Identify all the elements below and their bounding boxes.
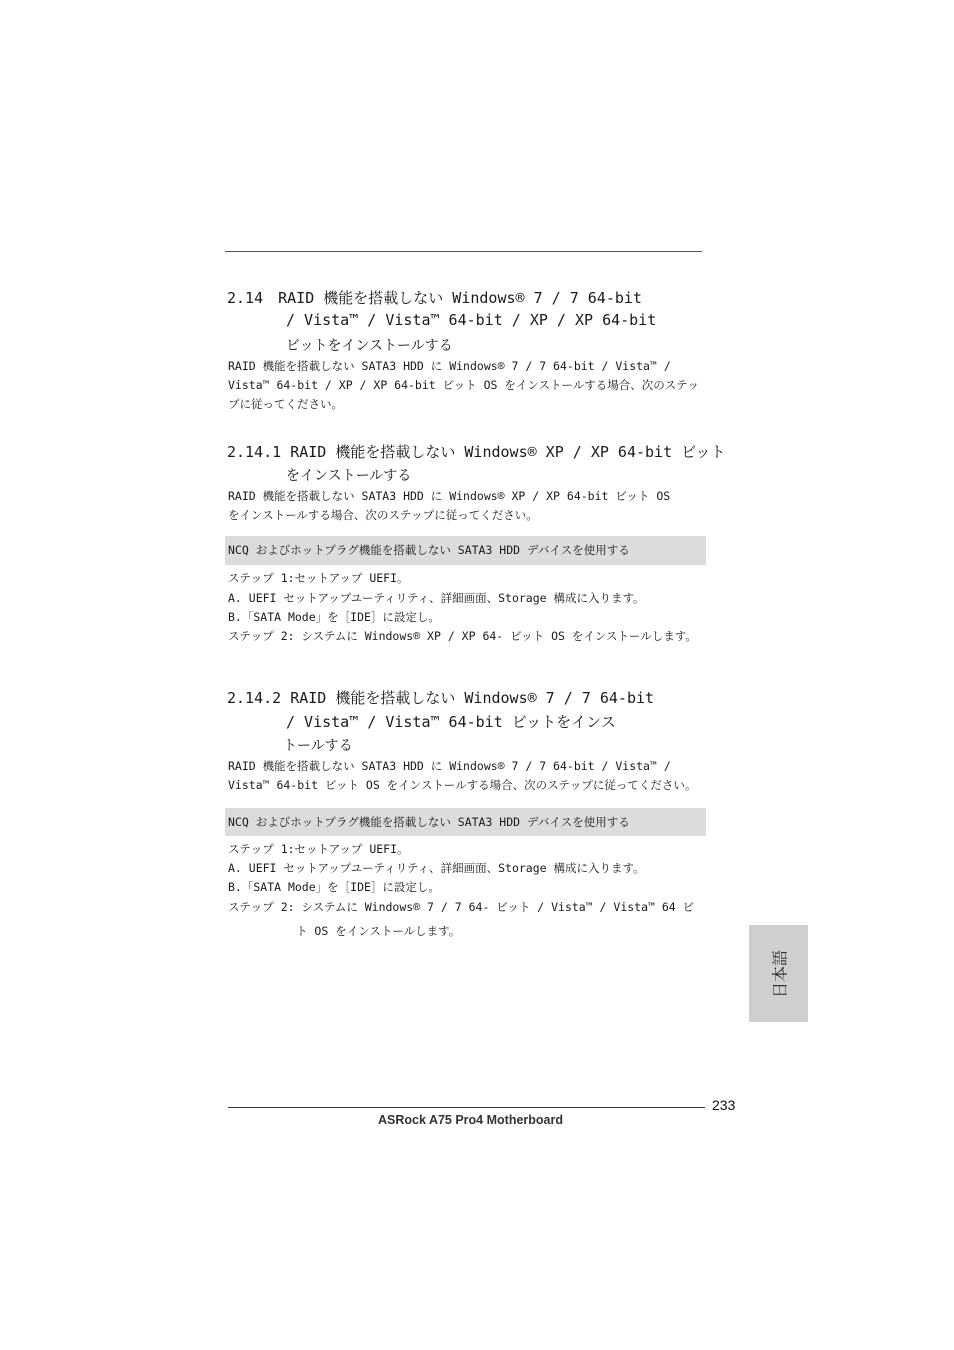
section-2-14-2-step-a: A. UEFI セットアップユーティリティ、詳細画面、Storage 構成に入ります。 [228,861,645,875]
section-2-14-2-step-b: B.「SATA Mode」を［IDE］に設定し。 [228,880,440,894]
section-2-14-1-step-b: B.「SATA Mode」を［IDE］に設定し。 [228,610,440,624]
section-2-14-1-note-text: NCQ およびホットプラグ機能を搭載しない SATA3 HDD デバイスを使用する [228,543,630,557]
top-rule [225,251,702,252]
section-2-14-1-title-line2: をインストールする [286,468,412,484]
section-2-14-2-step2-line2: ト OS をインストールします。 [296,924,461,938]
footer-brand: ASRock A75 Pro4 Motherboard [378,1113,563,1127]
section-2-14-1-body-line2: をインストールする場合、次のステップに従ってください。 [228,508,538,522]
section-2-14-1-body-line1: RAID 機能を搭載しない SATA3 HDD に Windows® XP / XP 64-bit ビット OS [228,489,671,503]
language-side-tab-label: 日本語 [770,949,789,998]
section-2-14-2-body-line1: RAID 機能を搭載しない SATA3 HDD に Windows® 7 / 7 64-bit / Vista™ / [228,759,671,773]
section-2-14-1-note-box [225,536,706,565]
page-number: 233 [712,1097,736,1113]
section-2-14-title-line2: / Vista™ / Vista™ 64-bit / XP / XP 64-bit [286,311,657,329]
section-2-14-1-step-a: A. UEFI セットアップユーティリティ、詳細画面、Storage 構成に入ります。 [228,591,645,605]
section-2-14-2-step2-line1: ステップ 2: システムに Windows® 7 / 7 64- ビット / Vista™ / Vista™ 64 ビ [228,900,695,914]
section-2-14-1-step2: ステップ 2: システムに Windows® XP / XP 64- ビット OS をインストールします。 [228,629,697,643]
footer-rule [228,1107,705,1108]
section-2-14-2-note-text: NCQ およびホットプラグ機能を搭載しない SATA3 HDD デバイスを使用する [228,815,630,829]
section-2-14-body-line2: Vista™ 64-bit / XP / XP 64-bit ビット OS をインストールする場合、次のステッ [228,378,700,392]
section-2-14-2-note-box [225,808,706,836]
language-side-tab [749,925,808,1022]
section-2-14-2-step1: ステップ 1:セットアップ UEFI。 [228,842,409,856]
section-2-14-2-body-line2: Vista™ 64-bit ビット OS をインストールする場合、次のステップに従ってください。 [228,778,697,792]
section-2-14-body-line3: プに従ってください。 [228,397,343,411]
section-2-14-1-title-line1: 2.14.1 RAID 機能を搭載しない Windows® XP / XP 64-bit ビット [227,443,726,461]
section-2-14-1-step1: ステップ 1:セットアップ UEFI。 [228,571,409,585]
section-2-14-title-line3: ビットをインストールする [286,338,453,354]
section-2-14-title-line1: 2.14 RAID 機能を搭載しない Windows® 7 / 7 64-bit [227,289,642,307]
section-2-14-2-title-line2: / Vista™ / Vista™ 64-bit ビットをインス [286,713,616,731]
section-2-14-body-line1: RAID 機能を搭載しない SATA3 HDD に Windows® 7 / 7 64-bit / Vista™ / [228,359,671,373]
section-2-14-2-title-line3: トールする [283,738,353,754]
section-2-14-2-title-line1: 2.14.2 RAID 機能を搭載しない Windows® 7 / 7 64-bit [227,689,655,707]
